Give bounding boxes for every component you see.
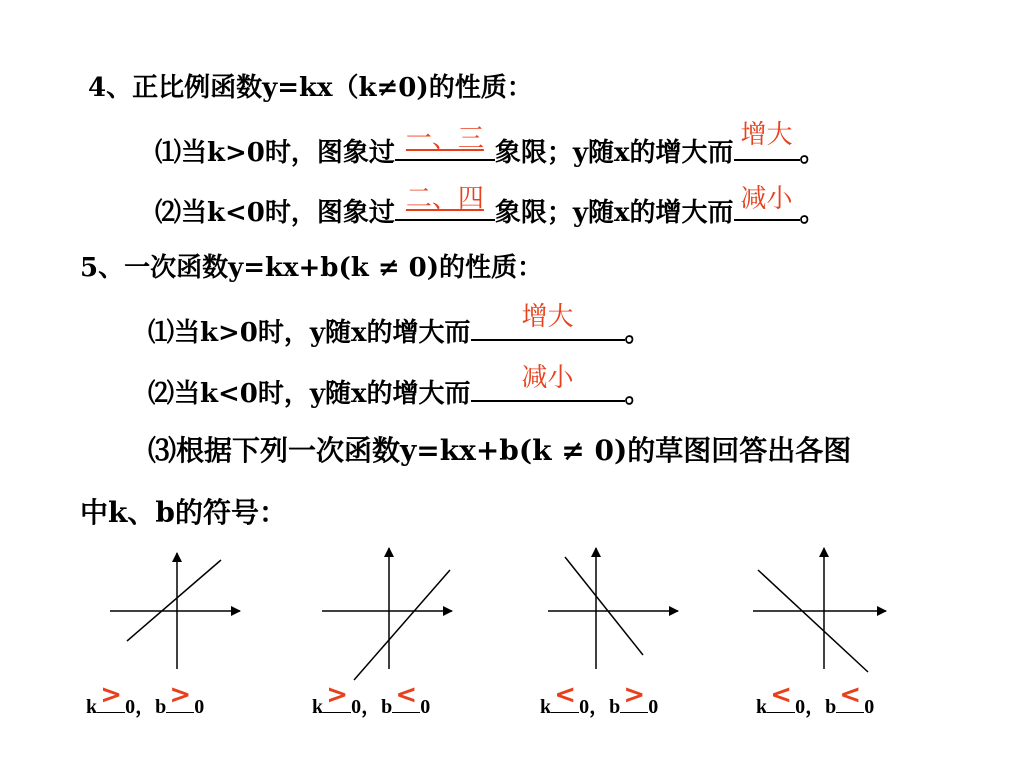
s4p2-answer-quadrant: 二、四 — [405, 184, 484, 214]
graph-2 — [312, 545, 462, 685]
graph-2-b-blank — [392, 680, 420, 713]
s4p2-end: 。 — [799, 198, 826, 228]
graph-1-b-sign: > — [169, 680, 192, 710]
graph-4-function-line — [758, 570, 868, 672]
graph-2-b-sign: < — [395, 680, 418, 710]
s5p1-blank — [471, 302, 625, 341]
graph-3-k-label: k — [540, 696, 552, 718]
s4p1-blank-trend — [734, 120, 800, 161]
s4p1-blank-quadrant — [395, 124, 495, 161]
graph-1-k-blank — [97, 680, 125, 713]
s5p1-answer: 增大 — [521, 302, 574, 332]
graph-2-k-sign: > — [326, 680, 349, 710]
graph-1-k-sign: > — [100, 680, 123, 710]
s5p1-pre: ⑴当k>0时，y随x的增大而 — [148, 318, 471, 348]
graph-1-b-blank — [166, 680, 194, 713]
graph-2-function-line — [354, 570, 450, 680]
graph-2-end: 0 — [420, 696, 431, 718]
graph-3-b-blank — [620, 680, 648, 713]
section-4-item-1 — [155, 120, 826, 169]
graph-3-function-line — [565, 557, 643, 655]
s4p1-mid: 象限；y随x的增大而 — [494, 138, 734, 168]
section-5-title: 5、一次函数y=kx+b(k ≠ 0)的性质： — [80, 253, 544, 283]
s4p2-mid: 象限；y随x的增大而 — [494, 198, 734, 228]
s4p1-answer-trend: 增大 — [740, 120, 793, 150]
section-5-item-3-cont: 中k、b的符号： — [80, 496, 287, 529]
graph-4-answer — [756, 680, 875, 719]
graph-1-k-label: k — [86, 696, 98, 718]
section-4-item-2 — [155, 184, 826, 229]
s5p2-blank — [471, 363, 625, 402]
graph-4-k-blank — [767, 680, 795, 713]
graph-2-answer — [312, 680, 431, 719]
graph-3-k-sign: < — [554, 680, 577, 710]
graph-3-answer — [540, 680, 659, 719]
s4p2-blank-trend — [734, 184, 800, 221]
graph-4-k-label: k — [756, 696, 768, 718]
graph-4-end: 0 — [864, 696, 875, 718]
graph-1-function-line — [127, 560, 221, 641]
s4p2-answer-trend: 减小 — [740, 184, 793, 214]
graph-1-end: 0 — [194, 696, 205, 718]
graph-3-b-sign: > — [623, 680, 646, 710]
s4p1-pre: ⑴当k>0时，图象过 — [155, 138, 395, 168]
graph-4-sep: 0，b — [795, 696, 837, 718]
s4p2-blank-quadrant — [395, 184, 495, 221]
graph-1 — [100, 545, 250, 675]
section-4-title: 4、正比例函数y=kx（k≠0)的性质： — [88, 73, 533, 103]
graph-4-b-sign: < — [839, 680, 862, 710]
s4p2-pre: ⑵当k<0时，图象过 — [155, 198, 395, 228]
graph-3-k-blank — [551, 680, 579, 713]
s5p2-answer: 减小 — [521, 363, 574, 393]
section-5-item-1 — [148, 302, 651, 349]
s4p1-answer-quadrant: 一、三 — [405, 124, 484, 154]
graph-2-k-label: k — [312, 696, 324, 718]
section-5-item-3: ⑶根据下列一次函数y=kx+b(k ≠ 0)的草图回答出各图 — [148, 434, 852, 467]
graph-4-k-sign: < — [770, 680, 793, 710]
graph-1-answer — [86, 680, 205, 719]
s4p1-end: 。 — [799, 138, 826, 168]
graph-2-sep: 0，b — [351, 696, 393, 718]
graph-4-b-blank — [836, 680, 864, 713]
section-5-item-2 — [148, 363, 651, 410]
s5p2-pre: ⑵当k<0时，y随x的增大而 — [148, 379, 471, 409]
s5p2-end: 。 — [624, 379, 651, 409]
s5p1-end: 。 — [624, 318, 651, 348]
graph-4 — [748, 545, 898, 685]
graph-2-k-blank — [323, 680, 351, 713]
graph-1-sep: 0，b — [125, 696, 167, 718]
graph-3-end: 0 — [648, 696, 659, 718]
graph-3 — [540, 545, 690, 675]
graph-3-sep: 0，b — [579, 696, 621, 718]
